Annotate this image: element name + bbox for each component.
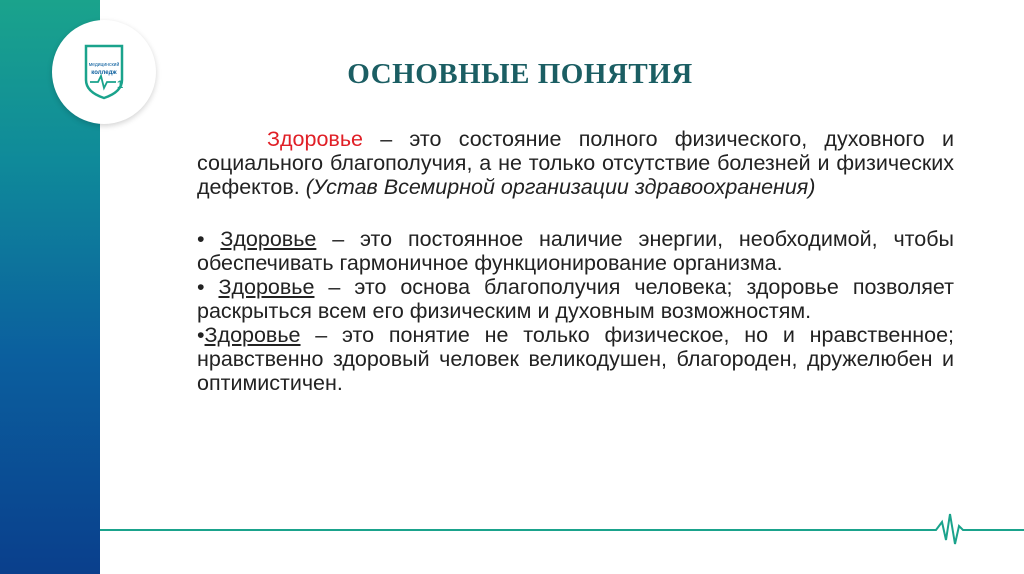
spacer bbox=[197, 199, 954, 227]
content-body bbox=[197, 127, 954, 395]
bullet-marker: • bbox=[197, 227, 221, 251]
definition-paragraph bbox=[197, 127, 954, 199]
bullet-marker: • bbox=[197, 323, 205, 347]
bullet-term: Здоровье bbox=[218, 275, 315, 299]
logo-text-line1: медицинский bbox=[88, 62, 120, 68]
logo-text-line2: колледж bbox=[91, 70, 117, 76]
bullet-text: – это основа благополучия человека; здоровье позволяет раскрыться всем его физическим и духовным возможностям. bbox=[197, 275, 954, 323]
definition-text: – это состояние полного физического, духовного и социального благополучия, а не только отсутствие болезней и физических дефектов. bbox=[197, 127, 954, 199]
bullet-text: – это постоянное наличие энергии, необходимой, чтобы обеспечивать гармоничное функционирование организма. bbox=[197, 227, 954, 275]
bullet-item-3 bbox=[197, 323, 954, 395]
bullet-item-2 bbox=[197, 275, 954, 323]
bullet-term: Здоровье bbox=[220, 227, 317, 251]
page-title: ОСНОВНЫЕ ПОНЯТИЯ bbox=[347, 58, 693, 90]
definition-source: (Устав Всемирной организации здравоохранения) bbox=[305, 175, 816, 199]
bullet-term: Здоровье bbox=[204, 323, 301, 347]
heartbeat-line-icon bbox=[100, 510, 1024, 550]
college-logo bbox=[52, 20, 156, 124]
bullet-marker: • bbox=[197, 275, 219, 299]
logo-number: 1 bbox=[116, 79, 124, 91]
bullet-item-1 bbox=[197, 227, 954, 275]
medical-college-logo-icon bbox=[76, 42, 132, 102]
bullet-text: – это понятие не только физическое, но и нравственное; нравственно здоровый человек великодушен, благороден, дружелюбен и оптимистичен. bbox=[197, 323, 954, 395]
definition-term: Здоровье bbox=[267, 127, 363, 151]
